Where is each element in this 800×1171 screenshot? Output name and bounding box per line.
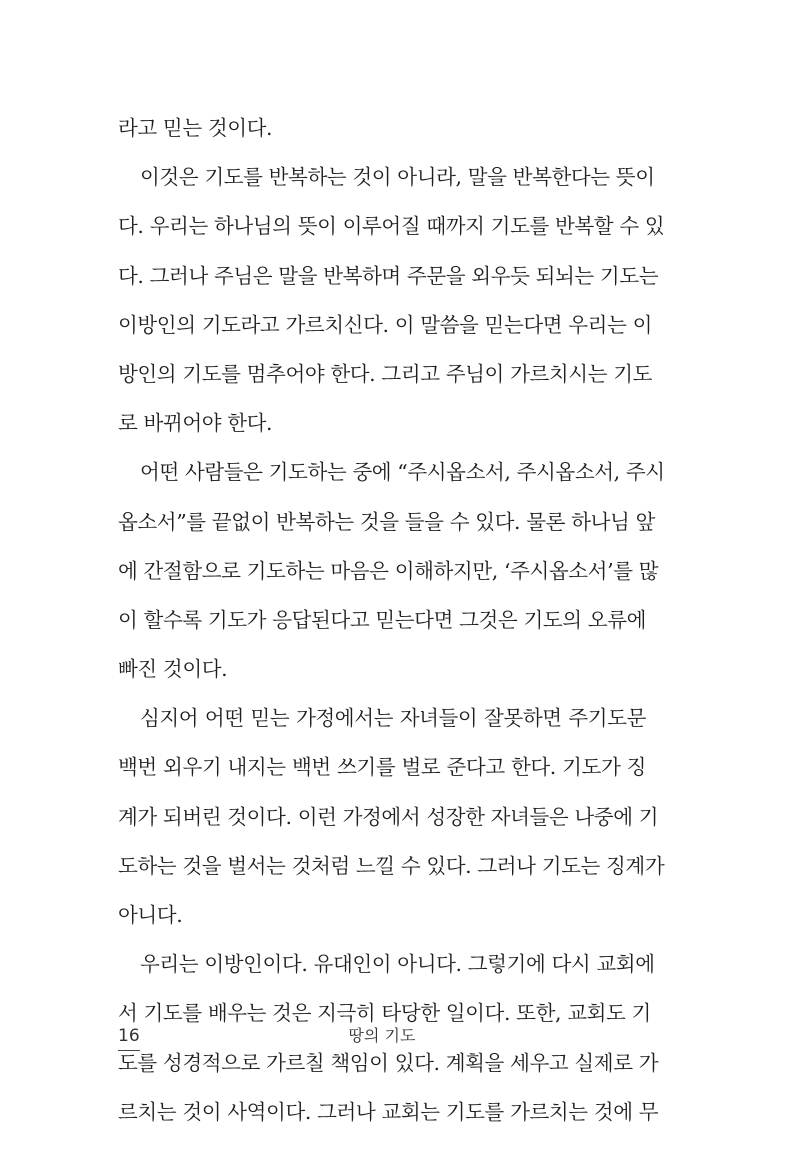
- text-line: 이방인의 기도라고 가르치신다. 이 말씀을 믿는다면 우리는 이: [118, 312, 653, 337]
- text-line: 도하는 것을 벌서는 것처럼 느낄 수 있다. 그러나 기도는 징계가: [118, 853, 665, 878]
- text-line: 우리는 이방인이다. 유대인이 아니다. 그렇기에 다시 교회에: [140, 952, 655, 977]
- text-line: 빠진 것이다.: [118, 657, 228, 682]
- text-line: 도를 성경적으로 가르칠 책임이 있다. 계획을 세우고 실제로 가: [118, 1050, 659, 1075]
- body-text: [118, 104, 665, 1137]
- text-line: 아니다.: [118, 903, 183, 927]
- text-line: 다. 그러나 주님은 말을 반복하며 주문을 외우듯 되뇌는 기도는: [118, 263, 659, 288]
- text-line: 계가 되버린 것이다. 이런 가정에서 성장한 자녀들은 나중에 기: [118, 804, 659, 829]
- text-line: 옵소서”를 끝없이 반복하는 것을 들을 수 있다. 물론 하나님 앞: [118, 509, 655, 534]
- text-line: 라고 믿는 것이다.: [118, 116, 273, 140]
- text-line: 다. 우리는 하나님의 뜻이 이루어질 때까지 기도를 반복할 수 있: [118, 214, 665, 239]
- text-line: 로 바뀌어야 한다.: [118, 411, 273, 436]
- book-title: 땅의 기도: [348, 1026, 416, 1045]
- text-line: 심지어 어떤 믿는 가정에서는 자녀들이 잘못하면 주기도문: [140, 706, 646, 731]
- text-line: 이것은 기도를 반복하는 것이 아니라, 말을 반복한다는 뜻이: [140, 165, 655, 190]
- text-line: 백번 외우기 내지는 백번 쓰기를 벌로 준다고 한다. 기도가 징: [118, 755, 646, 780]
- page-number: 16: [118, 1025, 140, 1051]
- text-line: 어떤 사람들은 기도하는 중에 “주시옵소서, 주시옵소서, 주시: [140, 460, 665, 485]
- text-line: 방인의 기도를 멈추어야 한다. 그리고 주님이 가르치시는 기도: [118, 361, 653, 386]
- text-line: 르치는 것이 사역이다. 그러나 교회는 기도를 가르치는 것에 무: [118, 1099, 659, 1124]
- text-line: 서 기도를 배우는 것은 지극히 타당한 일이다. 또한, 교회도 기: [118, 1001, 651, 1026]
- text-line: 이 할수록 기도가 응답된다고 믿는다면 그것은 기도의 오류에: [118, 607, 646, 632]
- page-footer: [118, 1025, 646, 1055]
- text-line: 에 간절함으로 기도하는 마음은 이해하지만, ‘주시옵소서’를 많: [118, 558, 659, 583]
